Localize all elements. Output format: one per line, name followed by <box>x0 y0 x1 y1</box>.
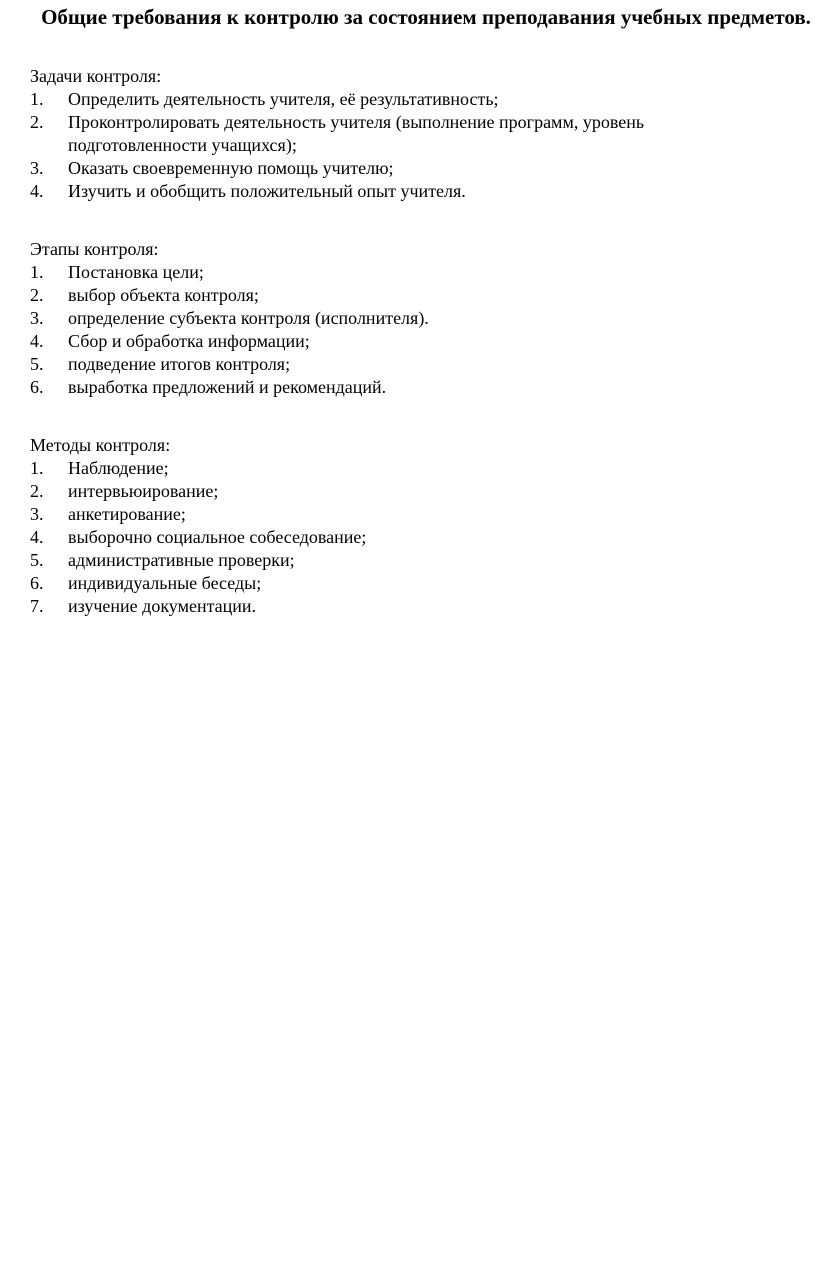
list-item <box>30 353 806 376</box>
section <box>30 65 806 203</box>
list-item-text: выработка предложений и рекомендаций. <box>68 377 387 397</box>
section-heading: Этапы контроля: <box>30 239 159 259</box>
list-item-number: 3. <box>30 504 44 524</box>
list-item-text: анкетирование; <box>68 504 186 524</box>
list-item-number: 1. <box>30 458 44 478</box>
list-item <box>30 284 806 307</box>
list-item-text: Изучить и обобщить положительный опыт учителя. <box>68 181 466 201</box>
numbered-list <box>30 261 806 399</box>
list-item <box>30 526 806 549</box>
list-item <box>30 180 806 203</box>
list-item-number: 2. <box>30 285 44 305</box>
list-item-number: 2. <box>30 481 44 501</box>
document-title: Общие требования к контролю за состоянием преподавания учебных предметов. <box>41 5 811 29</box>
sections-container <box>30 65 806 618</box>
list-item-text: Сбор и обработка информации; <box>68 331 310 351</box>
list-item-text: Оказать своевременную помощь учителю; <box>68 158 394 178</box>
list-item-number: 6. <box>30 377 44 397</box>
list-item-text: Постановка цели; <box>68 262 204 282</box>
list-item <box>30 261 806 284</box>
list-item <box>30 330 806 353</box>
list-item-text: Проконтролировать деятельность учителя (выполнение программ, уровень подготовленности учащихся); <box>68 112 645 155</box>
list-item-text: определение субъекта контроля (исполнителя). <box>68 308 429 328</box>
list-item <box>30 549 806 572</box>
list-item-number: 5. <box>30 550 44 570</box>
list-item-text: выбор объекта контроля; <box>68 285 259 305</box>
section <box>30 434 806 618</box>
list-item <box>30 595 806 618</box>
list-item <box>30 376 806 399</box>
list-item <box>30 88 806 111</box>
list-item <box>30 572 806 595</box>
list-item-text: интервьюирование; <box>68 481 219 501</box>
section-heading: Методы контроля: <box>30 435 171 455</box>
list-item <box>30 157 806 180</box>
section <box>30 238 806 399</box>
list-item <box>30 307 806 330</box>
list-item-text: индивидуальные беседы; <box>68 573 262 593</box>
list-item-text: подведение итогов контроля; <box>68 354 291 374</box>
list-item-text: изучение документации. <box>68 596 257 616</box>
numbered-list <box>30 88 806 203</box>
list-item-number: 6. <box>30 573 44 593</box>
list-item-number: 5. <box>30 354 44 374</box>
list-item <box>30 480 806 503</box>
list-item-number: 1. <box>30 89 44 109</box>
list-item <box>30 503 806 526</box>
list-item-text: выборочно социальное собеседование; <box>68 527 367 547</box>
section-heading: Задачи контроля: <box>30 66 162 86</box>
list-item-number: 3. <box>30 308 44 328</box>
list-item-number: 1. <box>30 262 44 282</box>
list-item-number: 3. <box>30 158 44 178</box>
list-item <box>30 111 806 157</box>
list-item-number: 4. <box>30 181 44 201</box>
list-item <box>30 457 806 480</box>
list-item-text: Определить деятельность учителя, её результативность; <box>68 89 499 109</box>
document-page <box>30 4 811 618</box>
list-item-number: 4. <box>30 331 44 351</box>
list-item-number: 2. <box>30 112 44 132</box>
list-item-number: 4. <box>30 527 44 547</box>
list-item-number: 7. <box>30 596 44 616</box>
numbered-list <box>30 457 806 618</box>
list-item-text: Наблюдение; <box>68 458 169 478</box>
list-item-text: административные проверки; <box>68 550 295 570</box>
